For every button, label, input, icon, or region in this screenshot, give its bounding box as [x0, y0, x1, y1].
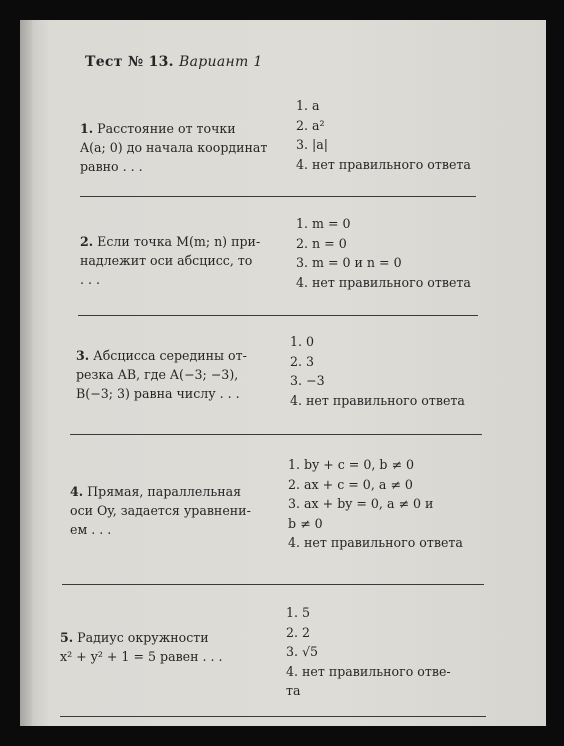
- option-item: 3. ax + by = 0, a ≠ 0 и: [288, 496, 434, 511]
- option-item: 4. нет правильного ответа: [296, 274, 471, 290]
- test-variant: Вариант 1: [179, 54, 263, 70]
- page-title: [85, 54, 263, 70]
- option-item: 4. нет правильного отве-: [286, 663, 451, 679]
- question-1-line-2: A(a; 0) до начала координат: [80, 140, 268, 155]
- question-5: [60, 628, 290, 666]
- option-item: 2. n = 0: [296, 235, 347, 251]
- option-item: 2. ax + c = 0, a ≠ 0: [288, 476, 413, 492]
- option-item: 1. m = 0: [296, 216, 351, 231]
- separator-line: [78, 315, 478, 316]
- question-1-line-3: равно . . .: [80, 159, 143, 174]
- separator-line: [62, 584, 484, 585]
- question-3-line-2: резка AB, где A(−3; −3),: [76, 367, 239, 382]
- option-item: 4. нет правильного ответа: [296, 156, 471, 172]
- option-item: b ≠ 0: [288, 515, 323, 531]
- option-item: 2. 3: [290, 353, 315, 369]
- question-5-line-1: 5. Радиус окружности: [60, 630, 209, 645]
- question-3-line-3: B(−3; 3) равна числу . . .: [76, 386, 240, 401]
- question-2-line-2: надлежит оси абсцисс, то: [80, 253, 253, 268]
- separator-line: [60, 716, 486, 717]
- question-5-options: [286, 603, 451, 701]
- book-spine-shadow: [20, 20, 32, 726]
- question-1-line-1: 1. Расстояние от точки: [80, 121, 236, 136]
- option-item: 1. by + c = 0, b ≠ 0: [288, 457, 415, 472]
- option-item: 2. a²: [296, 117, 325, 133]
- separator-line: [70, 434, 482, 435]
- question-1: [80, 119, 306, 176]
- option-item: 3. m = 0 и n = 0: [296, 255, 402, 270]
- separator-line: [80, 196, 476, 197]
- option-item: 1. 5: [286, 605, 311, 620]
- question-4-options: [288, 455, 463, 553]
- option-item: 3. −3: [290, 373, 325, 388]
- question-4: [70, 482, 300, 539]
- question-2-line-1: 2. Если точка M(m; n) при-: [80, 234, 261, 249]
- question-3: [76, 346, 304, 403]
- option-item: 1. 0: [290, 334, 315, 349]
- option-item: 4. нет правильного ответа: [288, 535, 463, 550]
- question-3-line-1: 3. Абсцисса середины от-: [76, 348, 247, 363]
- option-item: 4. нет правильного ответа: [290, 392, 465, 408]
- option-item: 3. √5: [286, 644, 319, 659]
- question-2: [80, 232, 306, 289]
- option-item: 1. a: [296, 98, 320, 113]
- option-item: 2. 2: [286, 624, 311, 640]
- test-number: Тест № 13.: [85, 54, 174, 70]
- question-1-options: [296, 96, 471, 174]
- question-3-options: [290, 332, 465, 410]
- question-4-line-1: 4. Прямая, параллельная: [70, 484, 242, 499]
- question-4-line-3: ем . . .: [70, 522, 112, 537]
- textbook-page: [20, 20, 546, 726]
- question-2-line-3: . . .: [80, 272, 101, 287]
- option-item: 3. |a|: [296, 137, 329, 152]
- question-5-line-2: x² + y² + 1 = 5 равен . . .: [60, 649, 223, 664]
- option-item: та: [286, 683, 301, 698]
- question-4-line-2: оси Oy, задается уравнени-: [70, 503, 251, 518]
- question-2-options: [296, 214, 471, 292]
